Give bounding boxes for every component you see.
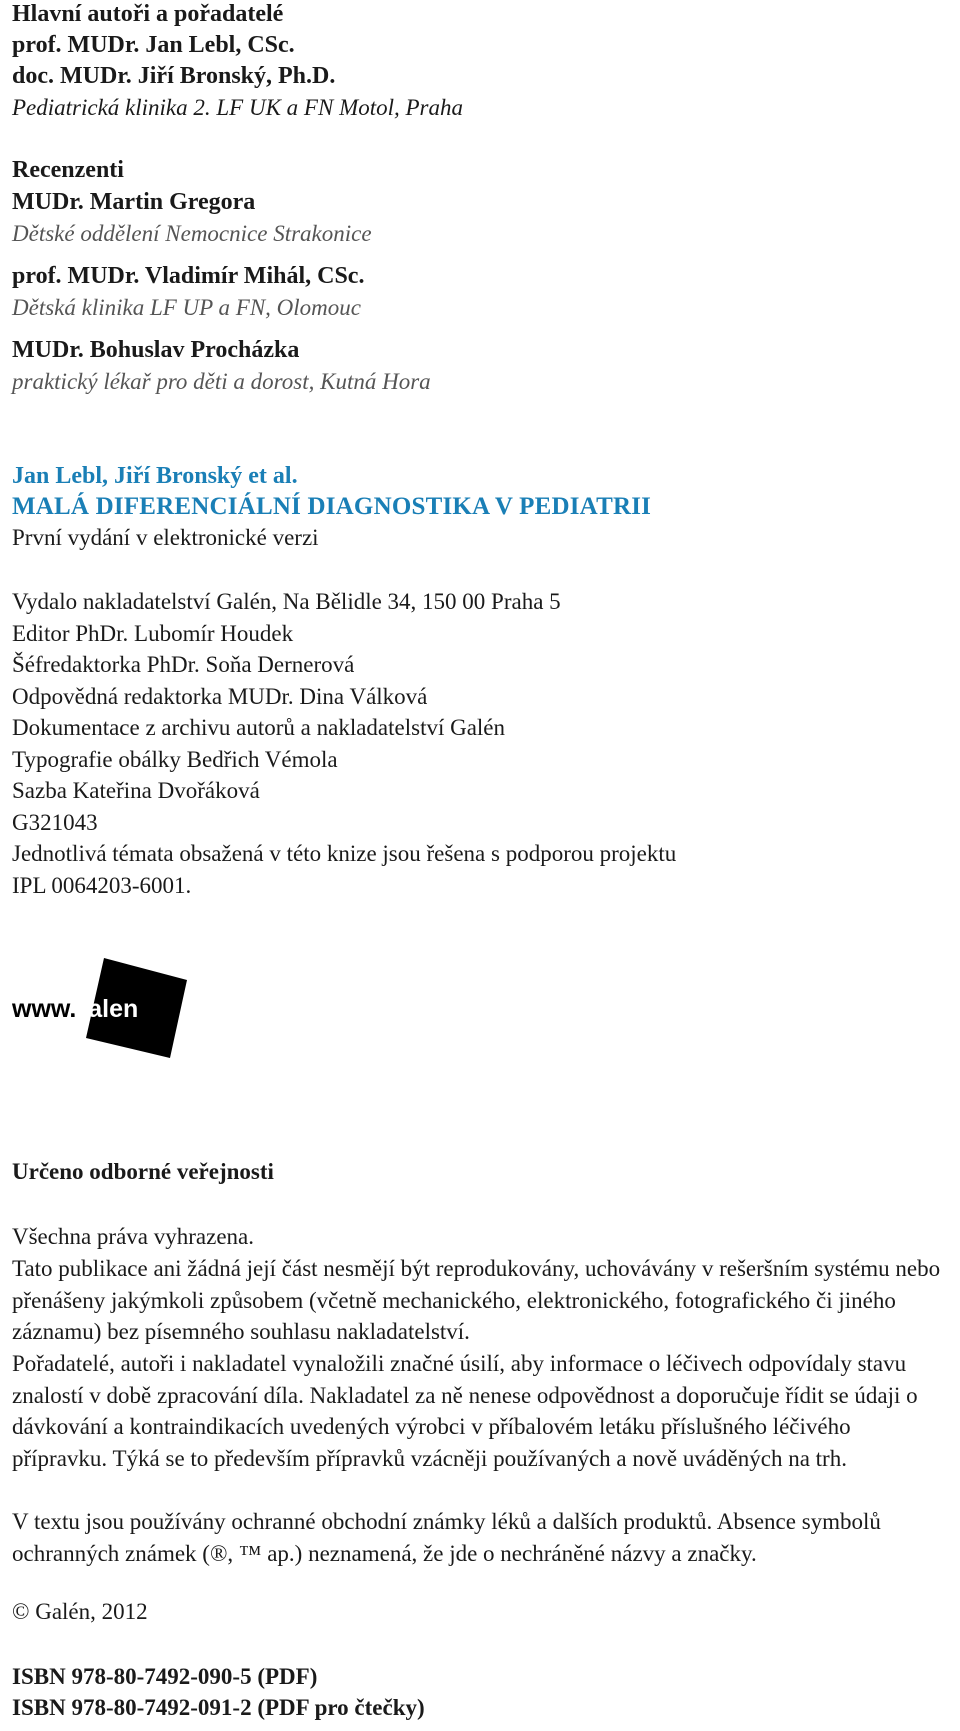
copyright: © Galén, 2012: [12, 1599, 148, 1624]
logo-text-mid: galen: [73, 995, 139, 1023]
audience-note: Určeno odborné veřejnosti: [12, 1159, 274, 1184]
authors-heading: Hlavní autoři a pořadatelé: [12, 1, 284, 27]
imprint-line: Vydalo nakladatelství Galén, Na Bělidle 34, 150 00 Praha 5: [12, 589, 561, 614]
logo-text-pre: www.: [12, 995, 77, 1023]
imprint-line: Editor PhDr. Lubomír Houdek: [12, 621, 294, 646]
isbn-line: ISBN 978-80-7492-090-5 (PDF): [12, 1664, 318, 1689]
book-authors: Jan Lebl, Jiří Bronský et al.: [12, 463, 298, 489]
imprint-line: Sazba Kateřina Dvořáková: [12, 778, 260, 803]
logo-text-post: .cz: [143, 995, 177, 1023]
rights-reserved: Všechna práva vyhrazena.: [12, 1224, 255, 1249]
rights-paragraph: Pořadatelé, autoři i nakladatel vynaložili značné úsilí, aby informace o léčivech odpovídaly stavu znalostí v době zpracování díla. Nakladatel za ně nenese odpovědnost a doporučuje řídit se údaji o dávkování a kontraindikacích uvedených výrobci v příbalovém letáku příslušného léčivého přípravku. Týká se to především přípravků vzácněji používaných a nově uváděných na trh.: [12, 1351, 918, 1471]
imprint-line: Odpovědná redaktorka MUDr. Dina Válková: [12, 684, 428, 709]
rights-paragraph: V textu jsou používány ochranné obchodní známky léků a dalších produktů. Absence symbolů ochranných známek (®, ™ ap.) neznamená, že jde o nechráněné názvy a značky.: [12, 1509, 881, 1566]
reviewer-name: MUDr. Bohuslav Procházka: [12, 337, 300, 363]
reviewer-name: MUDr. Martin Gregora: [12, 189, 256, 215]
author-name: doc. MUDr. Jiří Bronský, Ph.D.: [12, 63, 336, 89]
isbn-line: ISBN 978-80-7492-091-2 (PDF pro čtečky): [12, 1695, 425, 1720]
author-affiliation: Pediatrická klinika 2. LF UK a FN Motol, Praha: [12, 95, 464, 120]
imprint-line: Šéfredaktorka PhDr. Soňa Dernerová: [12, 652, 355, 677]
imprint-line: Typografie obálky Bedřich Vémola: [12, 747, 338, 772]
imprint-line: IPL 0064203-6001.: [12, 873, 192, 898]
galen-logo[interactable]: [12, 958, 202, 1058]
reviewer-affiliation: praktický lékař pro děti a dorost, Kutná Hora: [12, 369, 431, 394]
reviewer-affiliation: Dětská klinika LF UP a FN, Olomouc: [12, 295, 361, 320]
book-edition: První vydání v elektronické verzi: [12, 525, 319, 550]
galen-logo-icon: [12, 958, 202, 1058]
author-name: prof. MUDr. Jan Lebl, CSc.: [12, 32, 295, 58]
reviewer-affiliation: Dětské oddělení Nemocnice Strakonice: [12, 221, 372, 246]
rights-paragraph: Tato publikace ani žádná její část nesmějí být reprodukovány, uchovávány v rešeršním systému nebo přenášeny jakýmkoli způsobem (včetně mechanického, elektronického, fotografického či jiného záznamu) bez písemného souhlasu nakladatelství.: [12, 1256, 941, 1344]
imprint-line: Dokumentace z archivu autorů a nakladatelství Galén: [12, 715, 506, 740]
book-title: MALÁ DIFERENCIÁLNÍ DIAGNOSTIKA V PEDIATRII: [12, 493, 652, 520]
reviewers-heading: Recenzenti: [12, 157, 124, 183]
imprint-line: G321043: [12, 810, 98, 835]
reviewer-name: prof. MUDr. Vladimír Mihál, CSc.: [12, 263, 365, 289]
imprint-line: Jednotlivá témata obsažená v této knize jsou řešena s podporou projektu: [12, 841, 677, 866]
